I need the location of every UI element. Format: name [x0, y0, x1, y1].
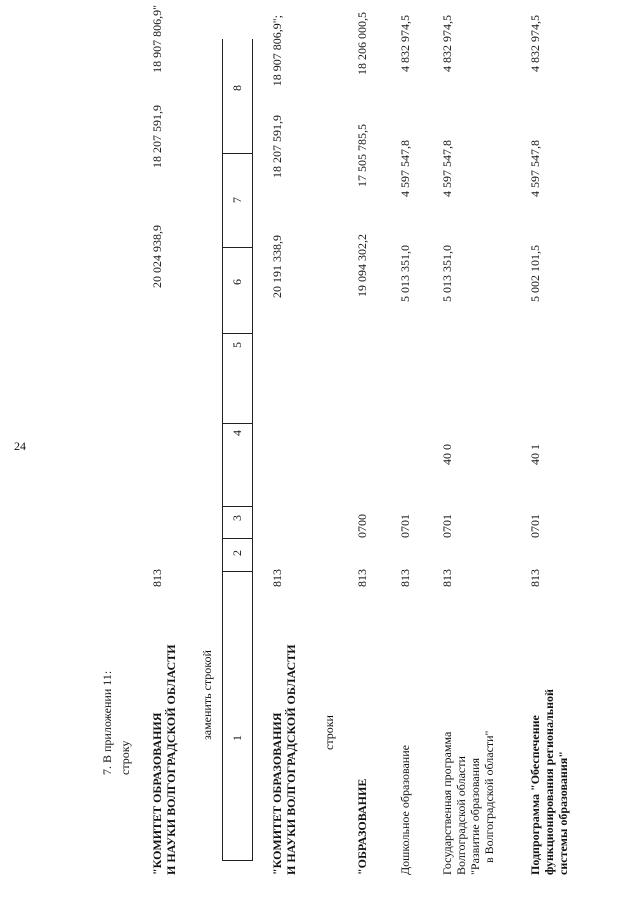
header-col-1: 1 — [230, 735, 244, 741]
replace-text: заменить строкой — [200, 650, 214, 740]
table-top-border — [222, 39, 223, 861]
rows-heading: строки — [322, 715, 336, 750]
header-divider-3 — [222, 538, 252, 539]
row-2-section: 0701 — [398, 514, 412, 538]
header-divider-6 — [222, 333, 252, 334]
row-1-name: "ОБРАЗОВАНИЕ — [355, 778, 369, 875]
row-2-name: Дошкольное образование — [398, 745, 412, 875]
replacement-row-col6: 20 191 338,9 — [270, 235, 284, 298]
top-row-col7: 18 207 591,9 — [150, 105, 164, 168]
header-divider-2 — [222, 571, 252, 572]
row-4-section: 0701 — [528, 514, 542, 538]
header-divider-5 — [222, 423, 252, 424]
row-1-col8: 18 206 000,5 — [355, 12, 369, 75]
row-2-col7: 4 597 547,8 — [398, 140, 412, 197]
header-col-2: 2 — [230, 550, 244, 556]
row-3-col7: 4 597 547,8 — [440, 140, 454, 197]
top-row-col6: 20 024 938,9 — [150, 225, 164, 288]
row-3-section: 0701 — [440, 514, 454, 538]
top-row-name: "КОМИТЕТ ОБРАЗОВАНИЯ И НАУКИ ВОЛГОГРАДСКОЙ ОБЛАСТИ — [150, 644, 178, 875]
intro-line-2: строку — [118, 740, 132, 775]
row-3-name: Государственная программа Волгоградской области "Развитие образования в Волгоградской области" — [440, 730, 496, 875]
header-col-8: 8 — [230, 85, 244, 91]
row-4-col6: 5 002 101,5 — [528, 245, 542, 302]
header-divider-8 — [222, 153, 252, 154]
replacement-row-code: 813 — [270, 569, 284, 587]
intro-line-1: 7. В приложении 11: — [100, 670, 114, 775]
row-1-code: 813 — [355, 569, 369, 587]
row-1-col7: 17 505 785,5 — [355, 124, 369, 187]
header-col-4: 4 — [230, 430, 244, 436]
row-3-target: 40 0 — [440, 444, 454, 465]
row-1-section: 0700 — [355, 514, 369, 538]
row-2-col6: 5 013 351,0 — [398, 245, 412, 302]
header-divider-7 — [222, 247, 252, 248]
row-4-col7: 4 597 547,8 — [528, 140, 542, 197]
row-4-name: Подпрограмма "Обеспечение функционирования региональной системы образования" — [528, 689, 570, 875]
table-header-border — [252, 39, 253, 861]
row-1-col6: 19 094 302,2 — [355, 234, 369, 297]
header-divider-4 — [222, 506, 252, 507]
header-col-7: 7 — [230, 197, 244, 203]
replacement-row-name: "КОМИТЕТ ОБРАЗОВАНИЯ И НАУКИ ВОЛГОГРАДСКОЙ ОБЛАСТИ — [270, 644, 298, 875]
header-col-3: 3 — [230, 515, 244, 521]
header-col-5: 5 — [230, 342, 244, 348]
replacement-row-col7: 18 207 591,9 — [270, 115, 284, 178]
top-row-code: 813 — [150, 569, 164, 587]
row-2-col8: 4 832 974,5 — [398, 15, 412, 72]
row-3-col6: 5 013 351,0 — [440, 245, 454, 302]
page-number: 24 — [14, 439, 26, 453]
row-4-code: 813 — [528, 569, 542, 587]
row-4-col8: 4 832 974,5 — [528, 15, 542, 72]
row-2-code: 813 — [398, 569, 412, 587]
header-col-6: 6 — [230, 279, 244, 285]
top-row-col8: 18 907 806,9" — [150, 5, 164, 73]
header-divider-1 — [222, 860, 252, 861]
row-3-code: 813 — [440, 569, 454, 587]
replacement-row-col8: 18 907 806,9"; — [270, 15, 284, 87]
row-3-col8: 4 832 974,5 — [440, 15, 454, 72]
row-4-target: 40 1 — [528, 444, 542, 465]
